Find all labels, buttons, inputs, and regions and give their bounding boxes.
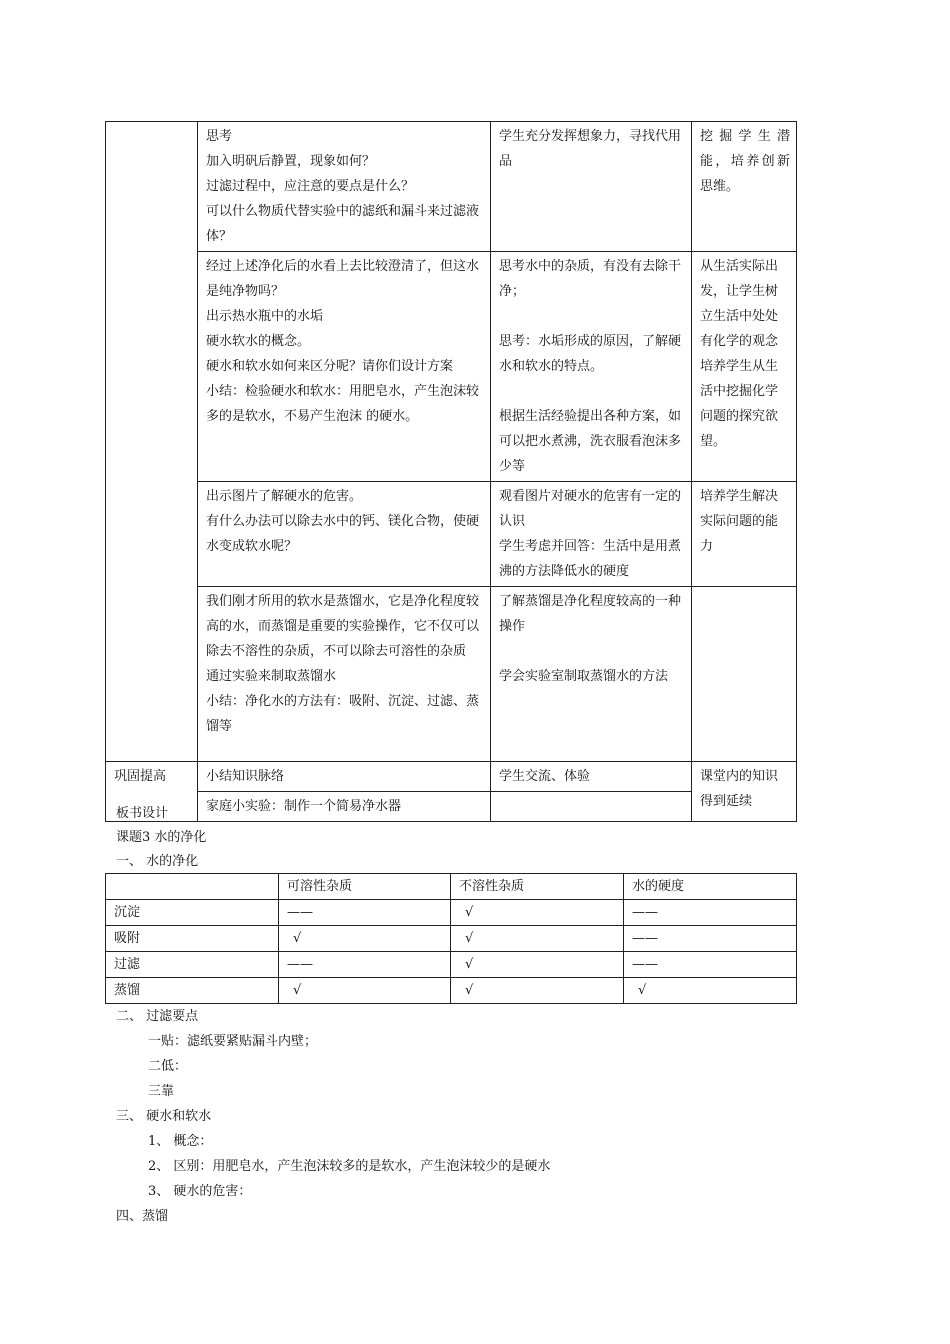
design-intent-cell: 课堂内的知识得到延续 bbox=[692, 762, 797, 822]
teacher-activity-cell bbox=[198, 482, 491, 587]
table-row bbox=[106, 978, 797, 1004]
design-intent-cell bbox=[692, 482, 797, 587]
student-line: 根据生活经验提出各种方案，如可以把水煮沸，洗衣服看泡沫多少等 bbox=[499, 409, 682, 474]
lesson-row bbox=[106, 482, 797, 587]
purification-table-body bbox=[106, 874, 797, 1004]
design-intent-cell bbox=[692, 587, 797, 762]
student-line: 观看图片对硬水的危害有一定的认识 bbox=[499, 489, 682, 529]
teacher-line: 硬水和软水如何来区分呢？请你们设计方案 bbox=[206, 359, 454, 374]
teacher-activity-cell bbox=[198, 587, 491, 762]
student-activity-cell bbox=[491, 792, 692, 822]
section-heading: 二、 过滤要点 bbox=[116, 1009, 199, 1024]
student-activity-cell bbox=[491, 122, 692, 252]
stage-cell bbox=[106, 122, 198, 762]
effect-cell: √ bbox=[624, 978, 797, 1004]
section-heading: 三、 硬水和软水 bbox=[116, 1109, 212, 1124]
column-header: 可溶性杂质 bbox=[279, 874, 451, 900]
student-line: 学生充分发挥想象力，寻找代用品 bbox=[499, 129, 682, 169]
stage-cell: 巩固提高 bbox=[106, 762, 198, 822]
teacher-line: 小结：检验硬水和软水：用肥皂水，产生泡沫较多的是软水，不易产生泡沫 的硬水。 bbox=[206, 384, 480, 424]
filter-point: 二低： bbox=[148, 1059, 188, 1074]
intent-line: 从生活实际出发，让学生树立生活中处处有化学的观念培养学生从生活中挖掘化学问题的探究欲望。 bbox=[700, 259, 779, 449]
hard-water-point: 3、 硬水的危害： bbox=[148, 1184, 252, 1199]
teacher-line: 我们刚才所用的软水是蒸馏水，它是净化程度较高的水，而蒸馏是重要的实验操作，它不仅可以除去不溶性的杂质，不可以除去可溶性的杂质 bbox=[206, 594, 480, 659]
teacher-activity-cell bbox=[198, 252, 491, 482]
student-activity-cell bbox=[491, 252, 692, 482]
table-row bbox=[106, 926, 797, 952]
lesson-row bbox=[106, 122, 797, 252]
student-line: 了解蒸馏是净化程度较高的一种操作 bbox=[499, 594, 682, 634]
lesson-row bbox=[106, 587, 797, 762]
method-cell: 蒸馏 bbox=[106, 978, 279, 1004]
student-line bbox=[499, 639, 685, 664]
teacher-line: 通过实验来制取蒸馏水 bbox=[206, 669, 337, 684]
section-heading: 四、蒸馏 bbox=[116, 1209, 169, 1224]
student-activity-cell: 学生交流、体验 bbox=[491, 762, 692, 792]
section-heading: 一、 水的净化 bbox=[116, 854, 199, 869]
table-row bbox=[106, 900, 797, 926]
teacher-line: 有什么办法可以除去水中的钙、镁化合物，使硬水变成软水呢？ bbox=[206, 514, 480, 554]
student-activity-cell bbox=[491, 482, 692, 587]
teacher-line: 过滤过程中，应注意的要点是什么？ bbox=[206, 179, 415, 194]
intent-line: 挖掘学生潜能，培养创新思维。 bbox=[700, 129, 790, 194]
effect-cell: √ bbox=[451, 900, 624, 926]
intent-line: 培养学生解决实际问题的能力 bbox=[700, 489, 779, 554]
teacher-line: 出示图片了解硬水的危害。 bbox=[206, 489, 363, 504]
method-cell: 过滤 bbox=[106, 952, 279, 978]
effect-cell: —— bbox=[624, 926, 797, 952]
hard-water-point: 1、 概念： bbox=[148, 1134, 213, 1149]
lesson-table bbox=[105, 121, 797, 822]
column-header: 水的硬度 bbox=[624, 874, 797, 900]
teacher-line: 经过上述净化后的水看上去比较澄清了，但这水是纯净物吗？ bbox=[206, 259, 480, 299]
method-cell: 吸附 bbox=[106, 926, 279, 952]
effect-cell: —— bbox=[279, 952, 451, 978]
teacher-line: 可以什么物质代替实验中的滤纸和漏斗来过滤液体？ bbox=[206, 204, 480, 244]
effect-cell: —— bbox=[624, 952, 797, 978]
effect-cell: √ bbox=[279, 978, 451, 1004]
hard-water-point: 2、 区别：用肥皂水，产生泡沫较多的是软水，产生泡沫较少的是硬水 bbox=[148, 1159, 551, 1174]
student-line bbox=[499, 304, 685, 329]
teacher-line: 出示热水瓶中的水垢 bbox=[206, 309, 324, 324]
board-title: 课题3 水的净化 bbox=[116, 830, 207, 845]
teacher-line: 硬水软水的概念。 bbox=[206, 334, 311, 349]
student-line: 思考：水垢形成的原因，了解硬水和软水的特点。 bbox=[499, 334, 682, 374]
student-activity-cell bbox=[491, 587, 692, 762]
column-header: 不溶性杂质 bbox=[451, 874, 624, 900]
design-intent-cell bbox=[692, 122, 797, 252]
student-line: 学会实验室制取蒸馏水的方法 bbox=[499, 669, 669, 684]
table-header-row bbox=[106, 874, 797, 900]
teacher-line: 小结：净化水的方法有：吸附、沉淀、过滤、蒸馏等 bbox=[206, 694, 480, 734]
column-header bbox=[106, 874, 279, 900]
teacher-activity-cell bbox=[198, 122, 491, 252]
lesson-row bbox=[106, 252, 797, 482]
student-line: 学生考虑并回答：生活中是用煮沸的方法降低水的硬度 bbox=[499, 539, 682, 579]
effect-cell: √ bbox=[279, 926, 451, 952]
effect-cell: √ bbox=[451, 952, 624, 978]
effect-cell: √ bbox=[451, 926, 624, 952]
teacher-activity-cell: 小结知识脉络 bbox=[198, 762, 491, 792]
student-line bbox=[499, 379, 685, 404]
effect-cell: √ bbox=[451, 978, 624, 1004]
design-intent-cell bbox=[692, 252, 797, 482]
method-cell: 沉淀 bbox=[106, 900, 279, 926]
teacher-activity-cell: 家庭小实验：制作一个简易净水器 bbox=[198, 792, 491, 822]
purification-table bbox=[105, 873, 797, 1004]
filter-point: 三靠 bbox=[148, 1084, 175, 1099]
teacher-line: 加入明矾后静置，现象如何？ bbox=[206, 154, 376, 169]
student-line: 思考水中的杂质，有没有去除干净； bbox=[499, 259, 682, 299]
lesson-table-body bbox=[106, 122, 797, 822]
table-row bbox=[106, 952, 797, 978]
filter-point: 一贴：滤纸要紧贴漏斗内壁； bbox=[148, 1034, 318, 1049]
effect-cell: —— bbox=[279, 900, 451, 926]
effect-cell: —— bbox=[624, 900, 797, 926]
teacher-line: 思考 bbox=[206, 129, 233, 144]
board-design-heading: 板书设计 bbox=[116, 806, 169, 821]
consolidate-row bbox=[106, 762, 797, 792]
